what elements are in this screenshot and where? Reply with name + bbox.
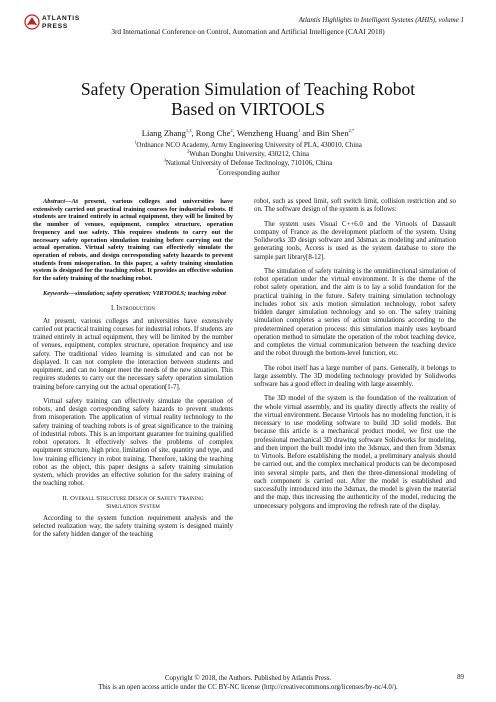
- affiliation-2: $^2$Wuhan Donghu University, 430212, China: [186, 148, 310, 159]
- affiliation-3: $^3$National University of Defense Technology, 710106, China: [163, 158, 333, 168]
- body-paragraph-parts: The robot itself has a large number of parts. Generally, it belongs to large assembly. The 3D modeling technology provided by Solidworks software has a good effect in dealing with large assembly.: [254, 364, 456, 388]
- corresponding-author: *Corresponding author: [216, 167, 280, 177]
- keywords: Keywords—simulation; safety operation; VIRTOOLS; teaching robot: [43, 289, 226, 297]
- conference-header: 3rd International Conference on Control, Automation and Artificial Intelligence (CAAI 2018): [111, 27, 385, 36]
- body-paragraph-simulation: The simulation of safety training is the omnidirectional simulation of robot operation under the virtual environment. It is the theme of the robot safety operation, and the aim is to lay a solid foundation for the practical training in the future. Safety training simulation technology includes robot six axis motion simulation technology, robot safety hidden danger simulation technology and so on. The safety training simulation completes a series of action simulations according to the predetermined operation process: this simulation mainly uses keyboard operation method to simulate the operation of the robot teaching device, and completes the virtual communication between the teaching device and the robot through the bottom-level function, etc.: [254, 267, 456, 358]
- page-number: 89: [457, 674, 464, 681]
- affiliation-1: $^1$Ordnance NCO Academy, Army Engineering University of PLA, 430010, China: [134, 139, 362, 149]
- publisher-name: ATLANTIS PRESS: [42, 15, 81, 30]
- section-heading-structure: II. Overall Structure Design of Safety Training Simulation System: [62, 494, 204, 510]
- series-header: Atlantis Highlights in Intelligent Systems (AHIS), volume 1: [298, 16, 464, 24]
- intro-paragraph-1: At present, various colleges and universities have extensively carried out practical training courses for industrial robots. If students are trained entirely in actual equipment, they will be limited by the number of venues, equipment, complex structure, operation frequency and use safety. The traditional video learning is simulated and can not be displayed. It can not complete the interaction between students and equipment, and can no longer meet the needs of the new situation. This requires students to carry out the necessary safety operation simulation training before carrying out the actual operation[1-7].: [33, 317, 233, 391]
- structure-paragraph-1: According to the system function requirement analysis and the selected realization way, the safety training system is designed mainly for the safety hidden danger of the teaching: [33, 514, 233, 539]
- intro-paragraph-2: Virtual safety training can effectively simulate the operation of robots, and design corresponding safety hazards to prevent students from misoperation. The application of virtual reality technology to the safety training of teaching robots is of great significance to the training of industrial robots. This is an important guarantee for training qualified robot operators. It effectively solves the problems of complex equipment structure, high price, limitation of site, quantity and type, and low training efficiency in robot training. Therefore, taking the teaching robot as the object, this paper designs a safety training simulation system, which provides an effective solution for the safety training of the teaching robot.: [33, 397, 233, 488]
- author-list: Liang Zhang$^{1,3}$, Rong Che$^2$, Wenzheng Huang$^1$ and Bin Shen$^{2,*}$: [141, 128, 355, 138]
- body-paragraph-continued: robot, such as speed limit, soft switch limit, collision restriction and so on. The software design of the system is as follows:: [254, 198, 456, 214]
- copyright-footer: Copyright © 2018, the Authors. Published by Atlantis Press. This is an open access article under the CC BY-NC license (http://creativecommons.org/licenses/by-nc/4.0/).: [98, 675, 398, 691]
- affiliations: [0, 141, 496, 178]
- abstract: Abstract—At present, various colleges and universities have extensively carried out practical training courses for industrial robots. If students are trained entirely in actual equipment, they will be limited by the number of venues, equipment, complex structure, operation frequency and use safety. This requires students to carry out the necessary safety operation simulation training before carrying out the actual operation. Virtual safety training can effectively simulate the operation of robots, and design corresponding safety hazards to prevent students from misoperation. In this paper, a safety training simulation system is designed for the teaching robot. It provides an effective solution for the safety training of the teaching robot.: [33, 198, 233, 283]
- right-column: [254, 198, 456, 517]
- left-column: [33, 198, 233, 545]
- section-heading-introduction: I. Introduction: [110, 305, 156, 313]
- body-paragraph-platform: The system uses Visual C++6.0 and the Virtools of Dassault company of France as the development platform of the system. Using Solidworks 3D design software and 3dsmax as modeling and animation generating tools, Access is used as the system database to store the sample part library[8-12].: [254, 220, 456, 261]
- paper-title: Safety Operation Simulation of Teaching Robot Based on VIRTOOLS: [80, 79, 416, 119]
- body-paragraph-3d-model: The 3D model of the system is the foundation of the realization of the whole virtual assembly, and its quality directly affects the reality of the virtual environment. Because Virtools has no modeling function, it is necessary to use modeling software to build 3D solid models. But because this article is a mechanical product model, we first use the professional mechanical 3D drawing software Solidworks for modeling, and then import the built model into the 3dsmax, and then from 3dsmax to Virtools. Before establishing the model, a preliminary analysis should be carried out, and the complex mechanical products can be decomposed into several simple parts, and then the three-dimensional modeling of each component is carried out. After the model is established and successfully introduced into the 3dsmax, the model is given the material and the map, thus increasing the authenticity of the model, reducing the unnecessary polygons and improving the refresh rate of the display.: [254, 395, 456, 510]
